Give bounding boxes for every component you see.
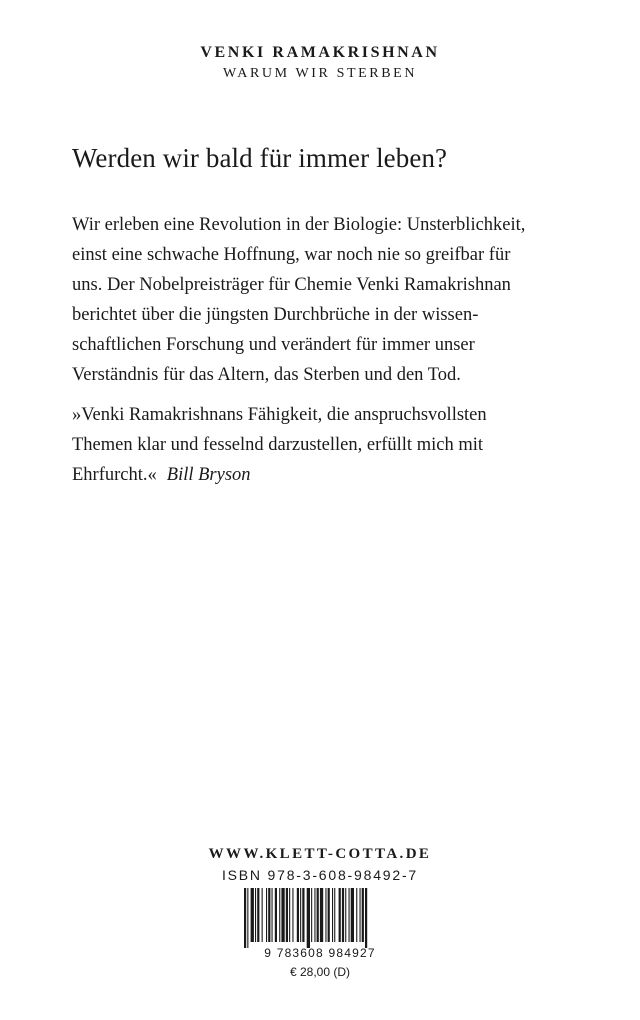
barcode-bar [251, 888, 254, 942]
price: € 28,00 (D) [289, 965, 351, 979]
quote-line-last [72, 460, 592, 490]
quote-line: »Venki Ramakrishnans Fähigkeit, die anspruchsvollsten [72, 405, 487, 425]
review-quote [72, 400, 592, 490]
barcode-bar [307, 888, 310, 948]
blurb-line: berichtet über die jüngsten Durchbrüche in der wissen- [72, 305, 479, 325]
barcode-bar [342, 888, 344, 942]
blurb-line: uns. Der Nobelpreisträger für Chemie Venki Ramakrishnan [72, 275, 511, 295]
barcode-bar [317, 888, 319, 942]
barcode-bar [345, 888, 346, 942]
barcode-bar [362, 888, 364, 942]
barcode-bar [247, 888, 248, 948]
barcode-bar [334, 888, 335, 942]
barcode-bar [281, 888, 284, 942]
barcode-bar [244, 888, 246, 948]
barcode-bar [286, 888, 288, 942]
barcode-bar [349, 888, 350, 942]
barcode-bar [339, 888, 341, 942]
barcode-bar [311, 888, 312, 942]
barcode [240, 888, 400, 948]
barcode-bar [292, 888, 293, 942]
barcode-bar [314, 888, 315, 942]
barcode-bar [360, 888, 361, 942]
blurb-line: Verständnis für das Altern, das Sterben und den Tod. [72, 365, 461, 385]
barcode-bar [356, 888, 357, 942]
barcode-bar [257, 888, 259, 942]
author-name: VENKI RAMAKRISHNAN [200, 44, 440, 61]
quote-line: Themen klar und fesselnd darzustellen, erfüllt mich mit [72, 435, 483, 455]
barcode-bar [297, 888, 299, 942]
barcode-bar [320, 888, 323, 942]
barcode-bar [268, 888, 270, 942]
headline: Werden wir bald für immer leben? [72, 143, 448, 173]
publisher-website: WWW.KLETT-COTTA.DE [208, 846, 432, 862]
quote-attribution: Bill Bryson [166, 465, 251, 485]
quote-text: Ehrfurcht.« [72, 465, 157, 485]
barcode-bar [328, 888, 330, 942]
barcode-bar [332, 888, 333, 942]
barcode-bar [275, 888, 277, 942]
barcode-bar [300, 888, 301, 942]
barcode-bar [325, 888, 326, 942]
blurb-line: schaftlichen Forschung und verändert für immer unser [72, 335, 475, 355]
barcode-bar [302, 888, 304, 942]
blurb [72, 210, 592, 390]
barcode-bar [351, 888, 354, 942]
barcode-bar [266, 888, 267, 942]
barcode-bar [279, 888, 280, 942]
barcode-bar [272, 888, 273, 942]
blurb-line: Wir erleben eine Revolution in der Biologie: Unsterblichkeit, [72, 215, 526, 235]
book-title: WARUM WIR STERBEN [222, 66, 418, 81]
blurb-line: einst eine schwache Hoffnung, war noch nie so greifbar für [72, 245, 511, 265]
barcode-bar [365, 888, 367, 948]
barcode-digits: 9 783608 984927 [264, 946, 376, 960]
barcode-bar [289, 888, 290, 942]
barcode-bar [262, 888, 263, 942]
isbn: ISBN 978-3-608-98492-7 [221, 867, 419, 883]
barcode-bar [255, 888, 256, 942]
